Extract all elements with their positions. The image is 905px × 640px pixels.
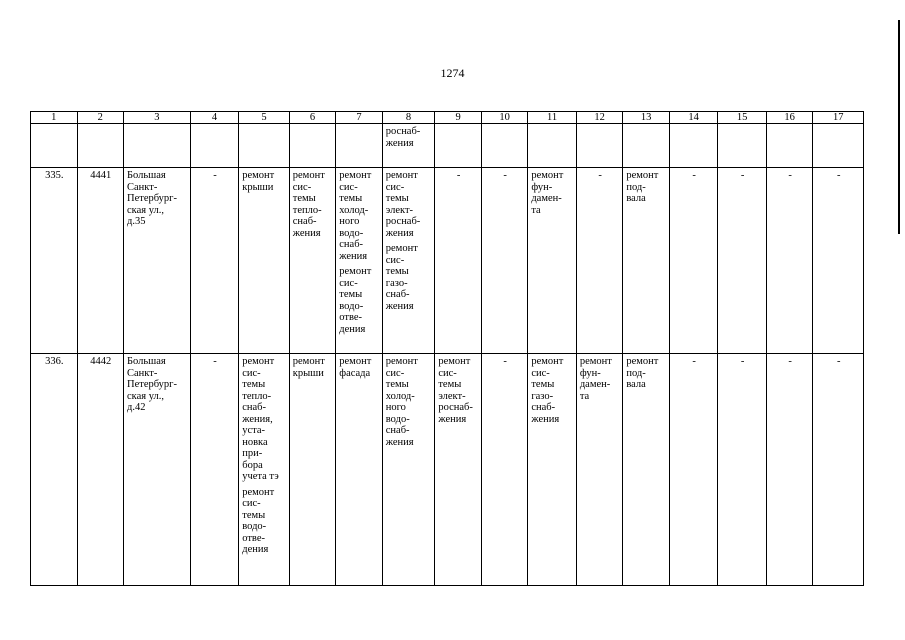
work-cell-col-8 — [382, 354, 435, 586]
cell-line: учета тэ — [242, 471, 279, 482]
continuation-cell-9 — [435, 124, 482, 168]
cell-line: Санкт- — [127, 181, 158, 193]
address-cell — [124, 354, 191, 586]
cell-line: темы — [385, 266, 409, 277]
work-cell-col-6 — [289, 354, 336, 586]
cell-line: Петербург- — [127, 379, 177, 390]
cell-line: ного — [385, 402, 406, 413]
cell-line: при- — [242, 448, 263, 459]
cell-line: Санкт- — [127, 367, 158, 379]
continuation-cell-13 — [623, 124, 670, 168]
column-header-17: 17 — [813, 112, 864, 124]
cell-line: отве- — [242, 532, 265, 544]
cell-line: элект- — [438, 390, 466, 402]
cell-line: дамен- — [531, 193, 562, 204]
cell-line: ремонт — [579, 356, 612, 367]
cell-line: д.42 — [127, 402, 146, 413]
cell-line: ремонт — [385, 170, 418, 181]
register-table — [30, 111, 864, 586]
work-cell-col-16: - — [766, 168, 813, 354]
work-cell-col-9: - — [435, 168, 482, 354]
continuation-cell-12 — [576, 124, 623, 168]
work-cell-col-5 — [239, 354, 290, 586]
continuation-cell-10 — [481, 124, 528, 168]
cell-line: вала — [626, 379, 646, 390]
cell-line: темы — [438, 379, 462, 390]
cell-line: под- — [626, 367, 646, 379]
table-row — [31, 168, 864, 354]
cell-line: отве- — [339, 312, 363, 323]
work-cell-col-16: - — [766, 354, 813, 586]
column-header-2: 2 — [77, 112, 124, 124]
cell-line: фасада — [339, 367, 371, 379]
continuation-cell-11 — [528, 124, 577, 168]
cell-line: сис- — [531, 367, 550, 379]
row-number: 335. — [31, 168, 78, 354]
cell-line: крыши — [292, 367, 324, 379]
work-cell-col-15: - — [718, 354, 767, 586]
column-header-6: 6 — [289, 112, 336, 124]
work-cell-col-11 — [528, 354, 577, 586]
object-code: 4442 — [77, 354, 124, 586]
cell-line: снаб- — [385, 289, 410, 300]
cell-line: дамен- — [579, 379, 611, 390]
cell-line: снаб- — [385, 425, 410, 436]
continuation-cell-3 — [124, 124, 191, 168]
work-cell-col-10: - — [481, 354, 528, 586]
cell-line: жения — [292, 227, 321, 239]
work-cell-col-5 — [239, 168, 290, 354]
cell-line: ремонт — [292, 170, 325, 181]
cell-line: холод- — [385, 390, 415, 402]
cell-line: темы — [339, 193, 363, 204]
continuation-cell-4 — [190, 124, 239, 168]
cell-line: темы — [385, 193, 409, 204]
cell-line: тепло- — [242, 390, 272, 402]
cell-line: сис- — [339, 277, 358, 289]
cell-line: сис- — [385, 181, 405, 193]
work-cell-col-13 — [623, 168, 670, 354]
cell-line: жения — [385, 227, 414, 239]
cell-line: жения — [385, 300, 414, 312]
column-header-10: 10 — [481, 112, 528, 124]
continuation-cell-1 — [31, 124, 78, 168]
cell-line: темы — [531, 379, 555, 390]
column-header-8: 8 — [382, 112, 435, 124]
cell-line: ремонт — [242, 170, 275, 181]
work-cell-col-4: - — [190, 354, 239, 586]
cell-line: сис- — [242, 498, 261, 509]
cell-line: сис- — [339, 181, 358, 193]
work-cell-col-7 — [336, 354, 383, 586]
continuation-cell-14 — [669, 124, 718, 168]
cell-line: жения, — [242, 413, 273, 425]
cell-line: ремонт — [242, 356, 275, 367]
cell-line: уста- — [242, 425, 266, 436]
column-header-11: 11 — [528, 112, 577, 124]
work-cell-col-17: - — [813, 168, 864, 354]
work-cell-col-14: - — [669, 354, 718, 586]
cell-line: ремонт — [242, 486, 275, 498]
work-cell-col-11 — [528, 168, 577, 354]
work-cell-col-13 — [623, 354, 670, 586]
cell-line: сис- — [292, 181, 312, 193]
cell-line: роснаб- — [438, 402, 473, 413]
work-cell-col-8 — [382, 168, 435, 354]
cell-line: элект- — [385, 204, 414, 216]
work-cell-col-15: - — [718, 168, 767, 354]
work-cell-col-17: - — [813, 354, 864, 586]
cell-line: ремонт — [438, 356, 471, 367]
cell-line: снаб- — [292, 216, 317, 227]
page-number: 1274 — [440, 66, 465, 80]
cell-line: снаб- — [242, 402, 267, 413]
cell-line: Петербург- — [127, 193, 177, 204]
cell-line: новка — [242, 436, 268, 448]
cell-line: темы — [339, 289, 363, 300]
column-number-row — [31, 112, 864, 124]
continuation-cell-2 — [77, 124, 124, 168]
continuation-cell-5 — [239, 124, 290, 168]
continuation-cell-16 — [766, 124, 813, 168]
cell-line: темы — [385, 379, 409, 390]
work-cell-col-12: - — [576, 168, 623, 354]
column-header-15: 15 — [718, 112, 767, 124]
cell-line: ремонт — [292, 356, 325, 367]
cell-line: газо- — [385, 277, 408, 289]
cell-line: сис- — [242, 367, 261, 379]
column-header-13: 13 — [623, 112, 670, 124]
column-header-14: 14 — [669, 112, 718, 124]
column-header-9: 9 — [435, 112, 482, 124]
cell-line: темы — [242, 379, 266, 390]
cell-line: сис- — [385, 367, 405, 379]
work-cell-col-4: - — [190, 168, 239, 354]
work-cell-col-14: - — [669, 168, 718, 354]
cell-line: ремонт — [626, 170, 659, 181]
cell-line: под- — [626, 181, 646, 193]
cell-line: водо- — [339, 300, 364, 312]
cell-line: жения — [531, 413, 560, 425]
cell-line: водо- — [242, 521, 267, 532]
row-number: 336. — [31, 354, 78, 586]
cell-line: та — [579, 390, 590, 402]
address-cell — [124, 168, 191, 354]
cell-line: ремонт — [531, 170, 564, 181]
cell-line: вала — [626, 193, 646, 204]
cell-line: снаб- — [339, 239, 364, 250]
cell-line: ремонт — [531, 356, 564, 367]
object-code: 4441 — [77, 168, 124, 354]
cell-line: водо- — [339, 227, 364, 239]
work-cell-col-6 — [289, 168, 336, 354]
cell-line: жения — [385, 436, 414, 448]
work-cell-col-9 — [435, 354, 482, 586]
continuation-cell-15 — [718, 124, 767, 168]
cell-line: роснаб- — [385, 216, 421, 227]
cell-line: д.35 — [127, 216, 146, 227]
column-header-12: 12 — [576, 112, 623, 124]
continuation-cell-7 — [336, 124, 383, 168]
cell-line: ремонт — [385, 243, 418, 254]
cell-line: Большая — [127, 170, 166, 181]
column-header-5: 5 — [239, 112, 290, 124]
continuation-row — [31, 124, 864, 168]
table-row — [31, 354, 864, 586]
work-cell-col-7 — [336, 168, 383, 354]
margin-rule — [898, 20, 900, 234]
cell-line: фун- — [531, 181, 553, 193]
column-header-3: 3 — [124, 112, 191, 124]
cell-line: сис- — [385, 254, 405, 266]
cell-line: жения — [339, 250, 368, 262]
column-header-7: 7 — [336, 112, 383, 124]
continuation-cell-8 — [382, 124, 435, 168]
cell-line: роснаб- — [385, 126, 421, 137]
cell-line: газо- — [531, 390, 554, 402]
cell-line: ремонт — [385, 356, 418, 367]
continuation-cell-17 — [813, 124, 864, 168]
column-header-1: 1 — [31, 112, 78, 124]
cell-line: ремонт — [626, 356, 659, 367]
work-cell-col-10: - — [481, 168, 528, 354]
cell-line: снаб- — [531, 402, 556, 413]
cell-line: темы — [242, 509, 266, 521]
cell-line: дения — [242, 544, 269, 555]
continuation-cell-6 — [289, 124, 336, 168]
cell-line: крыши — [242, 181, 274, 193]
cell-line: ская ул., — [127, 204, 164, 216]
cell-line: жения — [385, 137, 414, 149]
cell-line: ремонт — [339, 170, 372, 181]
cell-line: тепло- — [292, 204, 322, 216]
cell-line: водо- — [385, 413, 410, 425]
cell-line: дения — [339, 323, 366, 335]
cell-line: ская ул., — [127, 390, 164, 402]
cell-line: холод- — [339, 204, 369, 216]
column-header-4: 4 — [190, 112, 239, 124]
column-header-16: 16 — [766, 112, 813, 124]
cell-line: Большая — [127, 356, 166, 367]
cell-line: фун- — [579, 367, 601, 379]
cell-line: бора — [242, 459, 263, 471]
cell-line: ремонт — [339, 266, 372, 277]
work-cell-col-12 — [576, 354, 623, 586]
cell-line: ного — [339, 216, 360, 227]
cell-line: темы — [292, 193, 316, 204]
cell-line: ремонт — [339, 356, 372, 367]
cell-line: та — [531, 204, 541, 216]
cell-line: сис- — [438, 367, 457, 379]
cell-line: жения — [438, 413, 467, 425]
